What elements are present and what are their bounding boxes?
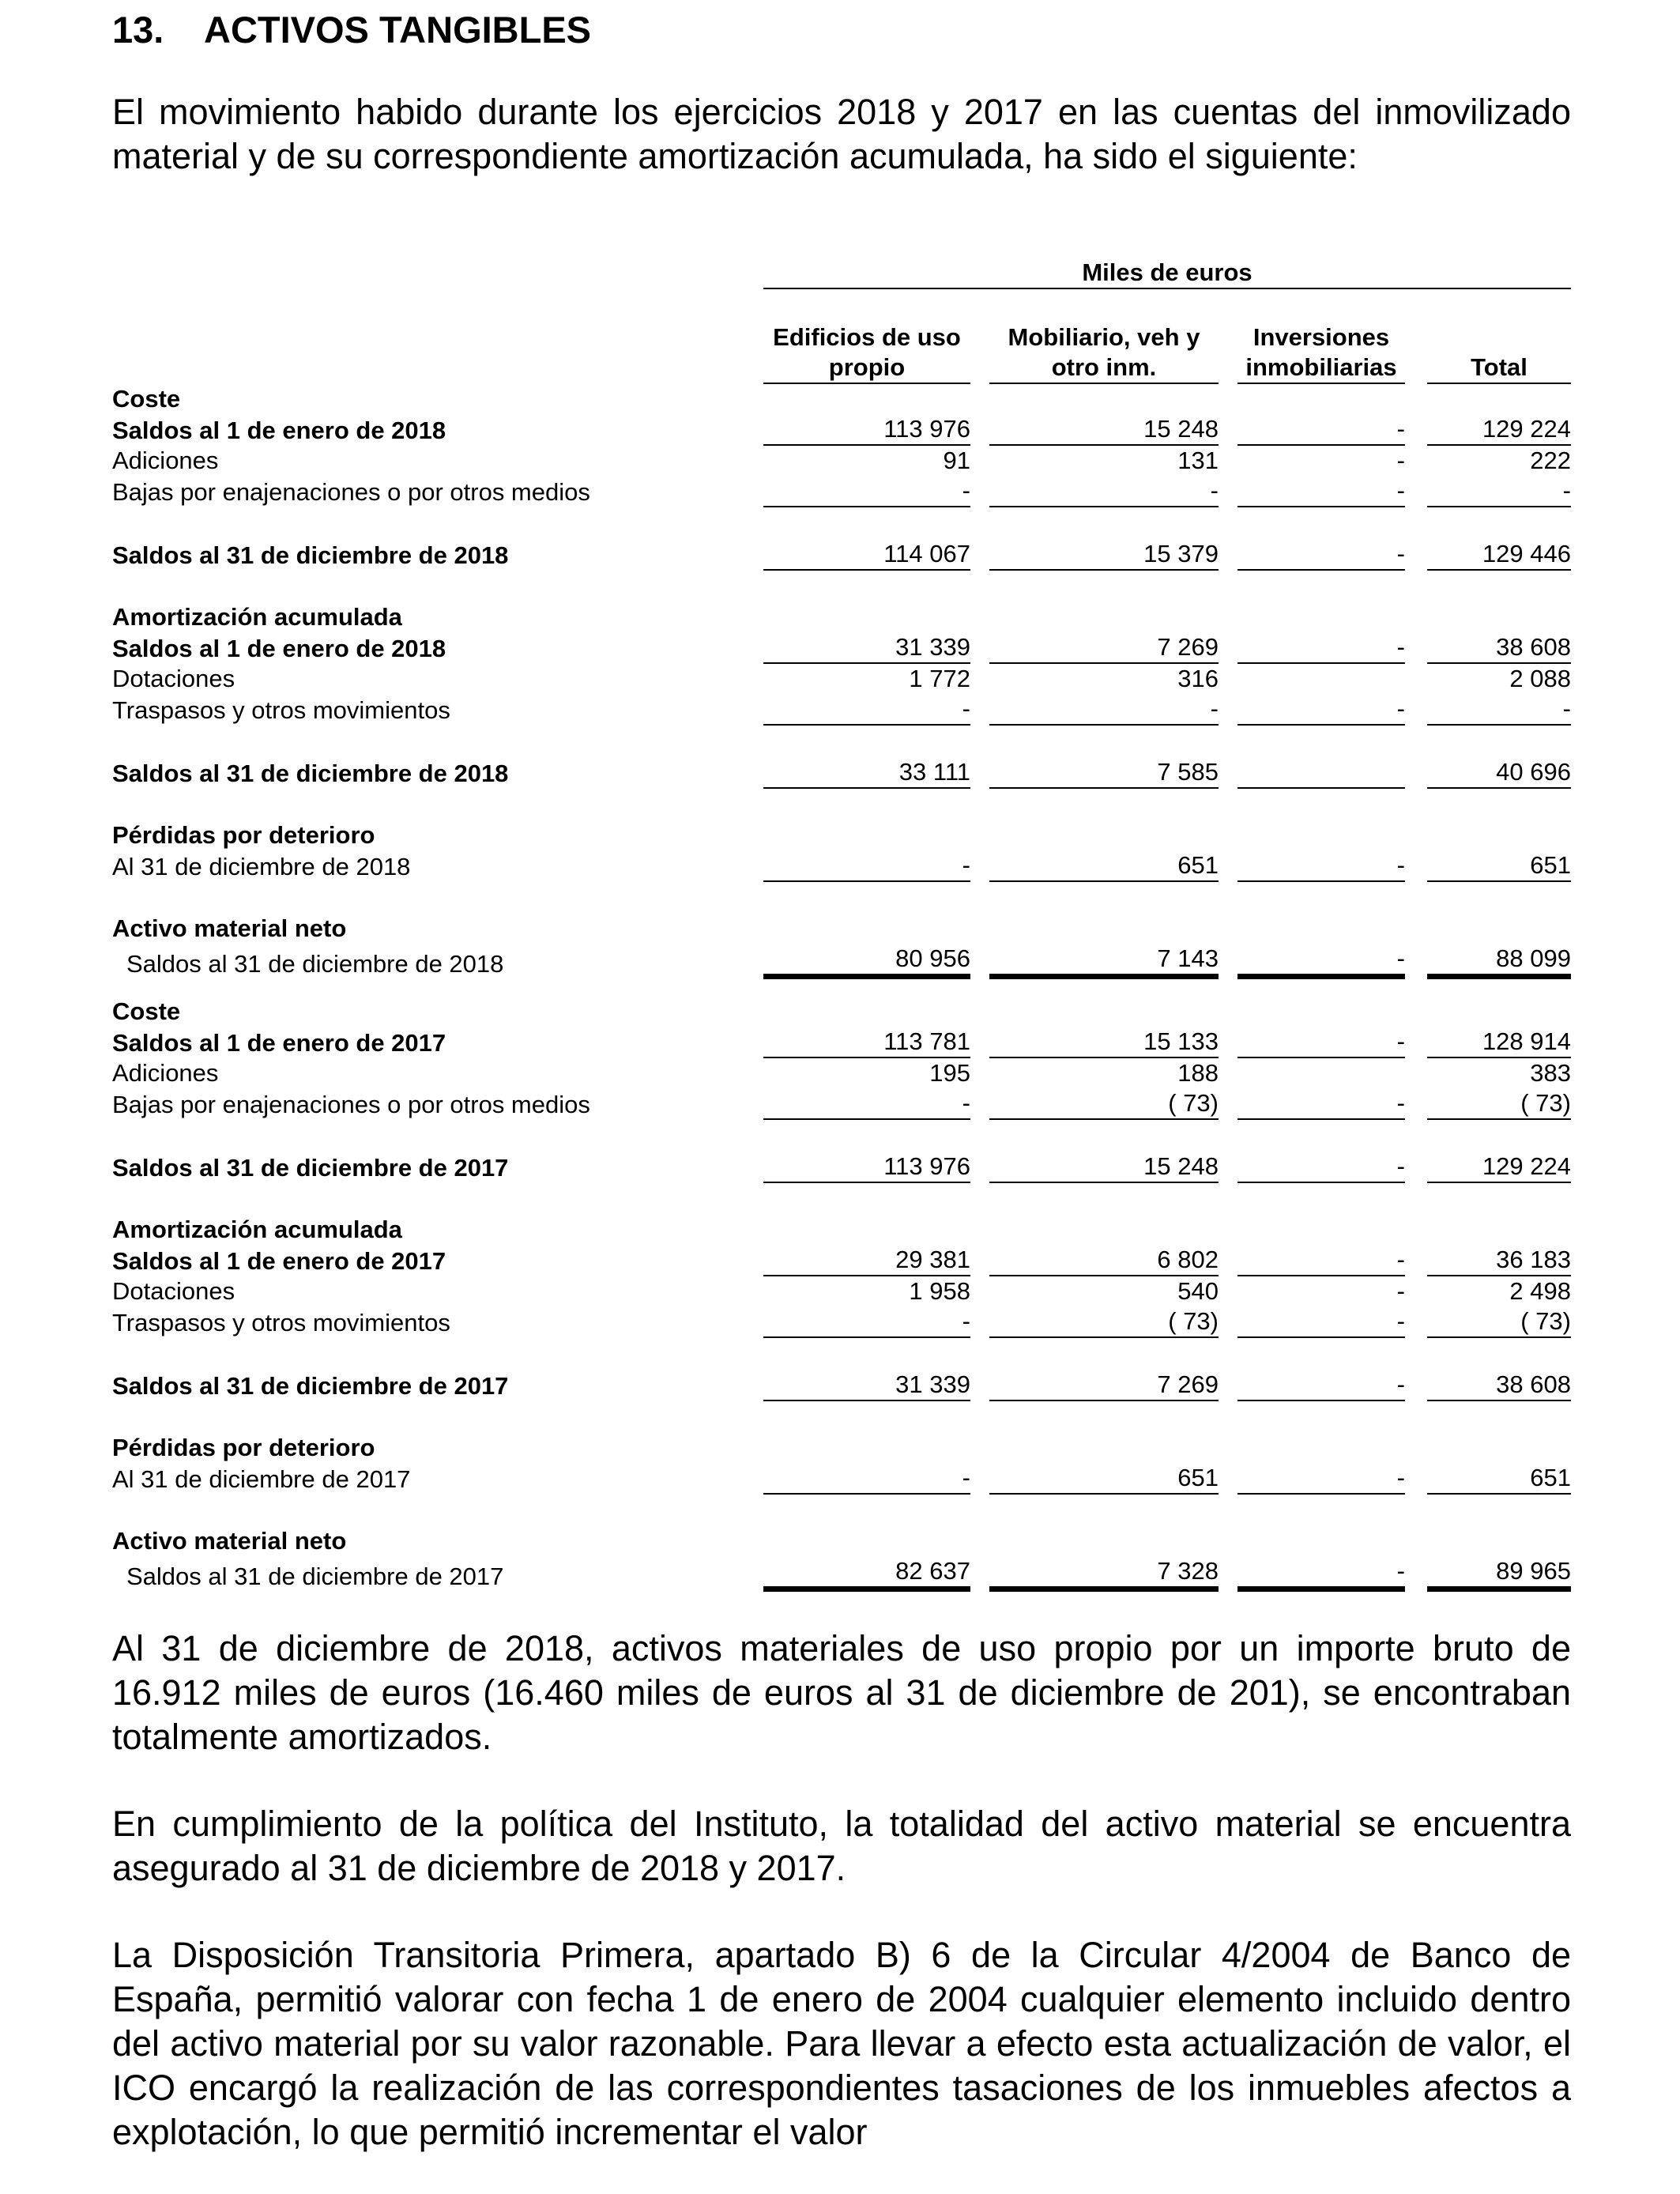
value-total: 36 183: [1427, 1245, 1571, 1276]
row-label: Bajas por enajenaciones o por otros medios: [112, 1091, 590, 1118]
value-total: -: [1427, 694, 1571, 726]
value-investments: -: [1237, 1088, 1405, 1120]
value-total: 2 498: [1509, 1277, 1571, 1305]
value-investments: -: [1237, 1370, 1405, 1401]
column-gap: [1219, 664, 1237, 694]
value-total: 88 099: [1427, 944, 1571, 979]
column-gap: [744, 757, 763, 789]
column-gap: [970, 1088, 989, 1120]
value-buildings: -: [763, 694, 970, 726]
value-buildings: 113 976: [763, 1152, 970, 1183]
table-row: [112, 1245, 1571, 1276]
column-gap: [1405, 632, 1427, 664]
table-row: [112, 414, 1571, 446]
block-heading: Activo material neto: [112, 1527, 347, 1555]
block-heading: Amortización acumulada: [112, 603, 402, 631]
table-row: [112, 944, 1571, 979]
value-total: 651: [1427, 850, 1571, 882]
column-gap: [1405, 1276, 1427, 1306]
col-header-total: [1427, 322, 1571, 352]
block-heading: Activo material neto: [112, 914, 347, 942]
block-heading: Pérdidas por deterioro: [112, 1434, 375, 1461]
block-heading-row: [112, 1433, 1571, 1463]
row-label: Traspasos y otros movimientos: [112, 1309, 450, 1336]
value-buildings: 114 067: [763, 539, 970, 571]
table-row: [112, 1370, 1571, 1401]
paragraph-insurance: En cumplimiento de la política del Instituto, la totalidad del activo material se encuentra asegurado al 31 de diciembre de 2018 y 2017.: [112, 1804, 1571, 1888]
table-row: [112, 757, 1571, 789]
spacer-row: [112, 1401, 1571, 1433]
column-header-row-2: [112, 352, 1571, 384]
value-total: -: [1427, 476, 1571, 507]
column-gap: [970, 850, 989, 882]
column-gap: [1219, 1556, 1237, 1592]
column-gap: [1405, 1370, 1427, 1401]
row-label: Saldos al 31 de diciembre de 2017: [112, 1372, 509, 1400]
value-investments: -: [1237, 850, 1405, 882]
value-furniture: 316: [1177, 665, 1219, 692]
value-investments: -: [1237, 1463, 1405, 1495]
value-total: 129 446: [1427, 539, 1571, 571]
value-furniture: ( 73): [989, 1088, 1219, 1120]
column-gap: [1219, 1370, 1237, 1401]
value-furniture: 6 802: [989, 1245, 1219, 1276]
value-buildings: 31 339: [763, 1370, 970, 1401]
column-gap: [744, 414, 763, 446]
table-row: [112, 1306, 1571, 1338]
value-buildings: -: [763, 1463, 970, 1495]
value-buildings: -: [763, 476, 970, 507]
section-number: 13.: [112, 9, 164, 51]
table-row: [112, 539, 1571, 571]
value-investments: -: [1396, 1277, 1405, 1305]
value-furniture: 7 328: [989, 1556, 1219, 1592]
column-gap: [744, 1027, 763, 1058]
column-gap: [1219, 539, 1237, 571]
value-investments: -: [1237, 1152, 1405, 1183]
row-label: Saldos al 31 de diciembre de 2018: [126, 950, 504, 978]
row-label: Saldos al 31 de diciembre de 2018: [112, 541, 509, 569]
column-gap: [744, 1276, 763, 1306]
row-label: Saldos al 1 de enero de 2018: [112, 635, 446, 662]
table-row: [112, 1027, 1571, 1058]
column-gap: [1219, 1463, 1237, 1495]
col-header-buildings: Edificios de uso: [773, 323, 961, 351]
column-gap: [744, 632, 763, 664]
column-gap: [1405, 757, 1427, 789]
spacer-row: [112, 571, 1571, 602]
column-gap: [1405, 664, 1427, 694]
table-row: [112, 446, 1571, 476]
column-gap: [744, 476, 763, 507]
value-total: 128 914: [1427, 1027, 1571, 1058]
column-gap: [744, 1556, 763, 1592]
table-row: [112, 664, 1571, 694]
column-gap: [1405, 1245, 1427, 1276]
value-investments: -: [1237, 944, 1405, 979]
column-gap: [1219, 414, 1237, 446]
column-gap: [970, 1556, 989, 1592]
value-furniture: 7 269: [989, 632, 1219, 664]
column-gap: [1219, 694, 1237, 726]
value-investments: -: [1237, 1306, 1405, 1338]
column-gap: [970, 476, 989, 507]
value-total: 651: [1427, 1463, 1571, 1495]
column-gap: [1405, 446, 1427, 476]
column-gap: [970, 1152, 989, 1183]
value-total: ( 73): [1427, 1088, 1571, 1120]
value-buildings: 195: [929, 1059, 970, 1087]
column-gap: [970, 446, 989, 476]
value-total: 89 965: [1427, 1556, 1571, 1592]
column-gap: [970, 1276, 989, 1306]
block-heading: Coste: [112, 997, 181, 1025]
value-investments: [1237, 664, 1405, 694]
column-gap: [1405, 944, 1427, 979]
value-total: 129 224: [1427, 414, 1571, 446]
column-gap: [970, 757, 989, 789]
column-gap: [970, 539, 989, 571]
row-label: Al 31 de diciembre de 2017: [112, 1465, 411, 1493]
column-gap: [744, 1152, 763, 1183]
value-furniture: 651: [989, 850, 1219, 882]
value-buildings: 1 772: [909, 665, 970, 692]
intro-paragraph: El movimiento habido durante los ejercicios 2018 y 2017 en las cuentas del inmovilizado material y de su correspondiente amortización acumulada, ha sido el siguiente:: [112, 92, 1571, 176]
row-label: Traspasos y otros movimientos: [112, 696, 450, 724]
spacer-row: [112, 726, 1571, 757]
column-gap: [970, 664, 989, 694]
value-investments: [1237, 757, 1405, 789]
value-buildings: 91: [943, 447, 970, 474]
value-total: 38 608: [1427, 1370, 1571, 1401]
table-row: [112, 1058, 1571, 1088]
column-gap: [1405, 414, 1427, 446]
column-gap: [970, 1027, 989, 1058]
value-investments: -: [1237, 1245, 1405, 1276]
table-row: [112, 1152, 1571, 1183]
column-gap: [970, 944, 989, 979]
column-gap: [1405, 850, 1427, 882]
column-gap: [1405, 1088, 1427, 1120]
row-label: Saldos al 1 de enero de 2017: [112, 1029, 446, 1057]
table-row: [112, 1556, 1571, 1592]
value-investments: -: [1237, 539, 1405, 571]
column-gap: [1219, 757, 1237, 789]
value-total: 383: [1530, 1059, 1571, 1087]
table-row: [112, 850, 1571, 882]
column-header-row-1: [112, 322, 1571, 352]
column-gap: [970, 632, 989, 664]
column-gap: [970, 414, 989, 446]
block-heading-row: [112, 384, 1571, 414]
value-investments: -: [1237, 476, 1405, 507]
col-header-buildings-2: propio: [763, 352, 970, 384]
column-gap: [1219, 1088, 1237, 1120]
column-gap: [744, 850, 763, 882]
value-furniture: 540: [1177, 1277, 1219, 1305]
value-investments: [1237, 1058, 1405, 1088]
value-furniture: 15 248: [989, 414, 1219, 446]
col-header-total-2: Total: [1427, 352, 1571, 384]
column-gap: [970, 1245, 989, 1276]
table-row: [112, 1088, 1571, 1120]
value-furniture: 131: [1177, 447, 1219, 474]
value-furniture: 7 269: [989, 1370, 1219, 1401]
block-heading-row: [112, 1215, 1571, 1245]
spacer-row: [112, 1120, 1571, 1152]
value-investments: -: [1396, 447, 1405, 474]
column-gap: [970, 694, 989, 726]
table-row: [112, 1463, 1571, 1495]
value-furniture: -: [989, 694, 1219, 726]
value-furniture: 15 248: [989, 1152, 1219, 1183]
value-furniture: 7 585: [989, 757, 1219, 789]
row-label: Saldos al 31 de diciembre de 2017: [126, 1563, 504, 1590]
group-header-row: [112, 258, 1571, 289]
block-heading-row: [112, 997, 1571, 1027]
column-gap: [1405, 1306, 1427, 1338]
value-buildings: 29 381: [763, 1245, 970, 1276]
column-gap: [1219, 1058, 1237, 1088]
column-gap: [744, 1245, 763, 1276]
value-buildings: 80 956: [763, 944, 970, 979]
value-total: ( 73): [1427, 1306, 1571, 1338]
block-heading-row: [112, 602, 1571, 632]
row-label: Al 31 de diciembre de 2018: [112, 853, 411, 880]
spacer-row: [112, 1183, 1571, 1215]
column-gap: [744, 446, 763, 476]
value-furniture: 188: [1177, 1059, 1219, 1087]
column-gap: [744, 1088, 763, 1120]
value-buildings: 82 637: [763, 1556, 970, 1592]
value-total: 129 224: [1427, 1152, 1571, 1183]
value-investments: -: [1237, 1556, 1405, 1592]
value-buildings: -: [763, 1306, 970, 1338]
block-heading: Amortización acumulada: [112, 1216, 402, 1243]
column-gap: [1405, 539, 1427, 571]
group-header: Miles de euros: [763, 258, 1571, 289]
column-gap: [1219, 1152, 1237, 1183]
table-row: [112, 694, 1571, 726]
row-label: Saldos al 31 de diciembre de 2017: [112, 1154, 509, 1182]
column-gap: [1219, 1027, 1237, 1058]
value-buildings: -: [763, 1088, 970, 1120]
value-buildings: -: [763, 850, 970, 882]
column-gap: [970, 1306, 989, 1338]
column-gap: [744, 1058, 763, 1088]
section-title: ACTIVOS TANGIBLES: [204, 9, 592, 51]
spacer-row: [112, 882, 1571, 914]
value-buildings: 113 781: [763, 1027, 970, 1058]
value-investments: -: [1237, 694, 1405, 726]
value-buildings: 1 958: [909, 1277, 970, 1305]
value-furniture: 7 143: [989, 944, 1219, 979]
row-label: Saldos al 31 de diciembre de 2018: [112, 760, 509, 787]
value-investments: -: [1237, 1027, 1405, 1058]
value-buildings: 113 976: [763, 414, 970, 446]
value-furniture: 15 133: [989, 1027, 1219, 1058]
column-gap: [1405, 1027, 1427, 1058]
value-investments: -: [1237, 632, 1405, 664]
column-gap: [970, 1463, 989, 1495]
col-header-investments-2: inmobiliarias: [1237, 352, 1405, 384]
column-gap: [744, 944, 763, 979]
spacer-row: [112, 507, 1571, 539]
row-label: Dotaciones: [112, 1277, 235, 1305]
spacer-row: [112, 1338, 1571, 1370]
spacer-row: [112, 1495, 1571, 1526]
value-furniture: ( 73): [989, 1306, 1219, 1338]
paragraph-revaluation: La Disposición Transitoria Primera, apartado B) 6 de la Circular 4/2004 de Banco de España, permitió valorar con fecha 1 de enero de 2004 cualquier elemento incluido dentro del activo material por su valor razonable. Para llevar a efecto esta actualización de valor, el ICO encargó la realización de las correspondientes tasaciones de los inmuebles afectos a explotación, lo que permitió incrementar el valor: [112, 1935, 1571, 2152]
col-header-furniture-2: otro inm.: [989, 352, 1219, 384]
column-gap: [1219, 446, 1237, 476]
value-furniture: 15 379: [989, 539, 1219, 571]
column-gap: [744, 664, 763, 694]
column-gap: [1219, 632, 1237, 664]
column-gap: [1405, 1058, 1427, 1088]
block-heading: Pérdidas por deterioro: [112, 821, 375, 849]
value-total: 38 608: [1427, 632, 1571, 664]
column-gap: [1219, 476, 1237, 507]
column-gap: [744, 539, 763, 571]
column-gap: [744, 1306, 763, 1338]
value-furniture: 651: [989, 1463, 1219, 1495]
row-label: Adiciones: [112, 1059, 219, 1087]
row-label: Saldos al 1 de enero de 2017: [112, 1247, 446, 1275]
block-heading-row: [112, 1526, 1571, 1556]
paragraph-fully-amortized: Al 31 de diciembre de 2018, activos materiales de uso propio por un importe bruto de 16.912 miles de euros (16.460 miles de euros al 31 de diciembre de 201), se encontraban totalmente amortizados.: [112, 1628, 1571, 1757]
column-gap: [1219, 1306, 1237, 1338]
row-label: Bajas por enajenaciones o por otros medios: [112, 478, 590, 506]
spacer-row: [112, 979, 1571, 997]
table-row: [112, 476, 1571, 507]
value-total: 222: [1530, 447, 1571, 474]
row-label: Saldos al 1 de enero de 2018: [112, 417, 446, 444]
spacer-row: [112, 289, 1571, 322]
block-heading-row: [112, 820, 1571, 850]
spacer-row: [112, 789, 1571, 820]
value-investments: -: [1237, 414, 1405, 446]
col-header-furniture: Mobiliario, veh y: [1008, 323, 1200, 351]
value-furniture: -: [989, 476, 1219, 507]
column-gap: [1405, 1463, 1427, 1495]
col-header-investments: Inversiones: [1252, 323, 1390, 351]
column-gap: [1219, 850, 1237, 882]
value-buildings: 33 111: [763, 757, 970, 789]
column-gap: [1405, 1152, 1427, 1183]
column-gap: [1405, 694, 1427, 726]
block-heading-row: [112, 914, 1571, 944]
column-gap: [744, 694, 763, 726]
value-buildings: 31 339: [763, 632, 970, 664]
column-gap: [1219, 1245, 1237, 1276]
row-label: Adiciones: [112, 447, 219, 474]
section-heading: [112, 8, 591, 52]
value-total: 40 696: [1427, 757, 1571, 789]
table-row: [112, 632, 1571, 664]
row-label: Dotaciones: [112, 665, 235, 692]
column-gap: [1219, 944, 1237, 979]
tangible-assets-table: [112, 258, 1571, 1592]
table-row: [112, 1276, 1571, 1306]
column-gap: [1405, 476, 1427, 507]
column-gap: [744, 1463, 763, 1495]
column-gap: [970, 1058, 989, 1088]
column-gap: [1219, 1276, 1237, 1306]
column-gap: [744, 1370, 763, 1401]
column-gap: [1405, 1556, 1427, 1592]
value-total: 2 088: [1509, 665, 1571, 692]
block-heading: Coste: [112, 385, 181, 413]
column-gap: [970, 1370, 989, 1401]
